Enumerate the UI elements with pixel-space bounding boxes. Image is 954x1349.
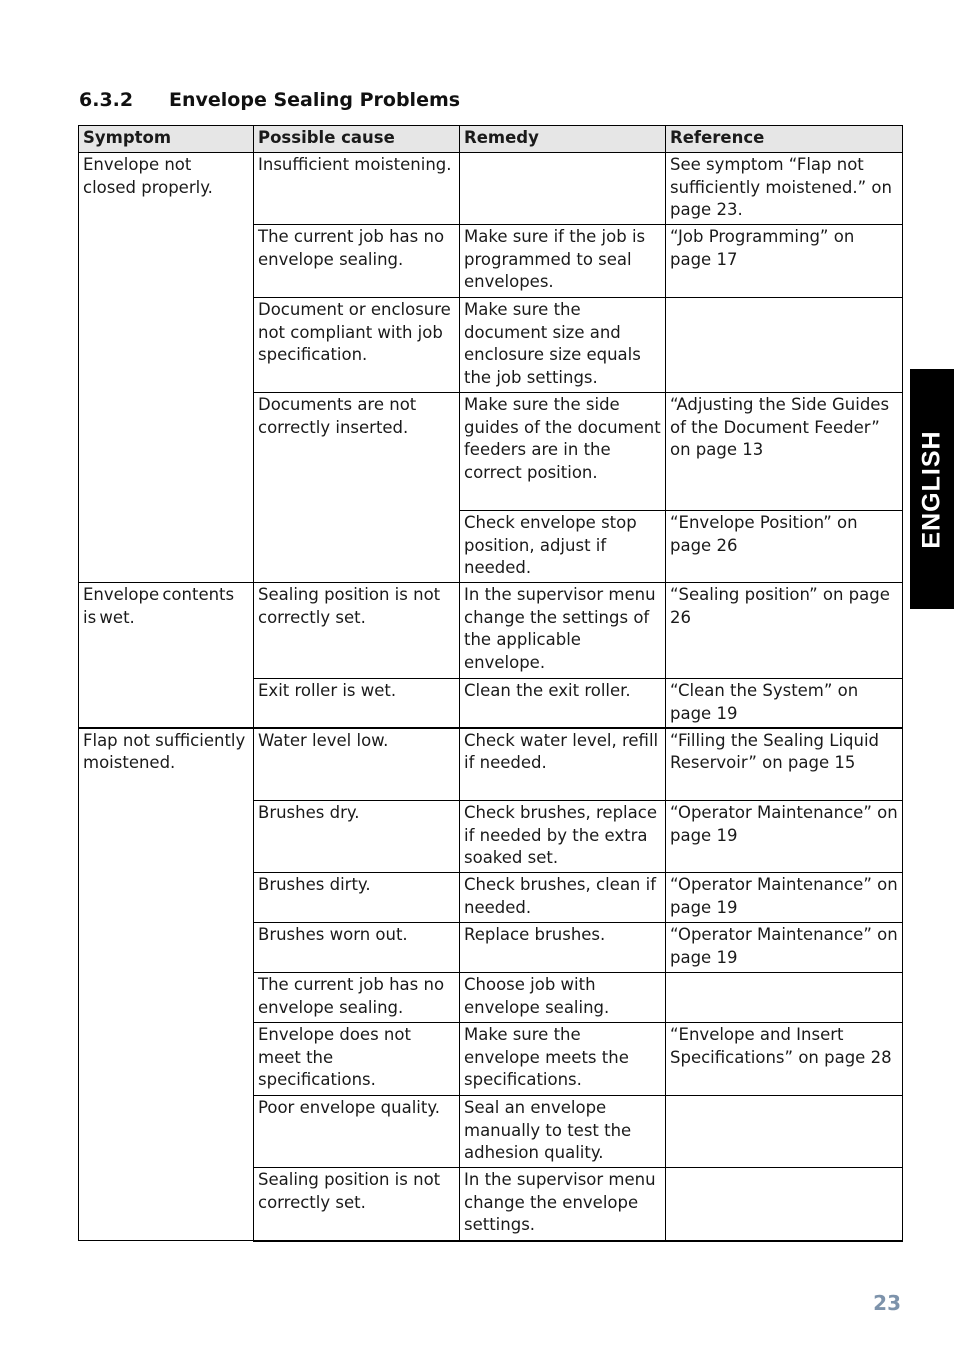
- reference-cell: “Envelope and Insert Specifications” on page 28: [666, 1023, 903, 1096]
- section-number: 6.3.2: [79, 89, 134, 111]
- cause-cell: Sealing position is not correctly set.: [254, 583, 460, 679]
- table-row: [79, 153, 903, 225]
- reference-cell: [666, 1096, 903, 1168]
- cause-cell: Envelope does not meet the specifications.: [254, 1023, 460, 1096]
- cause-cell: Brushes worn out.: [254, 923, 460, 973]
- troubleshooting-table: [78, 125, 903, 1242]
- reference-cell: “Operator Maintenance” on page 19: [666, 923, 903, 973]
- cause-cell: Sealing position is not correctly set.: [254, 1168, 460, 1241]
- reference-cell: “Sealing position” on page 26: [666, 583, 903, 679]
- remedy-cell: Check envelope stop position, adjust if needed.: [460, 511, 666, 583]
- cause-cell: Brushes dirty.: [254, 873, 460, 923]
- remedy-cell: [460, 153, 666, 225]
- header-reference: Reference: [666, 126, 903, 153]
- reference-cell: “Clean the System” on page 19: [666, 679, 903, 728]
- table-row: [79, 728, 903, 801]
- remedy-cell: Check brushes, replace if needed by the extra soaked set.: [460, 801, 666, 873]
- reference-cell: “Job Programming” on page 17: [666, 225, 903, 298]
- reference-cell: “Filling the Sealing Liquid Reservoir” on page 15: [666, 728, 903, 801]
- remedy-cell: Clean the exit roller.: [460, 679, 666, 728]
- reference-cell: [666, 298, 903, 393]
- header-remedy: Remedy: [460, 126, 666, 153]
- cause-cell: Documents are not correctly inserted.: [254, 393, 460, 583]
- cause-cell: Poor envelope quality.: [254, 1096, 460, 1168]
- reference-cell: [666, 1168, 903, 1241]
- remedy-cell: Seal an envelope manually to test the adhesion quality.: [460, 1096, 666, 1168]
- table-row: [79, 583, 903, 679]
- remedy-cell: Replace brushes.: [460, 923, 666, 973]
- remedy-cell: Make sure the document size and enclosure size equals the job settings.: [460, 298, 666, 393]
- remedy-cell: In the supervisor menu change the settings of the applicable envelope.: [460, 583, 666, 679]
- language-tab-label: ENGLISH: [917, 429, 946, 549]
- cause-cell: The current job has no envelope sealing.: [254, 973, 460, 1023]
- table-header-row: [79, 126, 903, 153]
- symptom-cell: Envelope not closed properly.: [79, 153, 254, 583]
- page-number: 23: [873, 1291, 901, 1315]
- cause-cell: Document or enclosure not compliant with job specification.: [254, 298, 460, 393]
- remedy-cell: Check water level, refill if needed.: [460, 728, 666, 801]
- symptom-cell: Envelope contents is wet.: [79, 583, 254, 728]
- cause-cell: Water level low.: [254, 728, 460, 801]
- cause-cell: Brushes dry.: [254, 801, 460, 873]
- remedy-cell: Make sure if the job is programmed to seal envelopes.: [460, 225, 666, 298]
- remedy-cell: Make sure the side guides of the document feeders are in the correct position.: [460, 393, 666, 511]
- reference-cell: “Envelope Position” on page 26: [666, 511, 903, 583]
- header-symptom: Symptom: [79, 126, 254, 153]
- cause-cell: Exit roller is wet.: [254, 679, 460, 728]
- symptom-cell: Flap not sufficiently moistened.: [79, 728, 254, 1241]
- section-heading: [79, 89, 460, 111]
- reference-cell: See symptom “Flap not sufficiently moistened.” on page 23.: [666, 153, 903, 225]
- remedy-cell: Make sure the envelope meets the specifications.: [460, 1023, 666, 1096]
- remedy-cell: Choose job with envelope sealing.: [460, 973, 666, 1023]
- remedy-cell: Check brushes, clean if needed.: [460, 873, 666, 923]
- section-title: Envelope Sealing Problems: [169, 89, 461, 111]
- language-tab: [910, 369, 954, 609]
- header-possible-cause: Possible cause: [254, 126, 460, 153]
- cause-cell: Insufficient moistening.: [254, 153, 460, 225]
- remedy-cell: In the supervisor menu change the envelope settings.: [460, 1168, 666, 1241]
- cause-cell: The current job has no envelope sealing.: [254, 225, 460, 298]
- reference-cell: “Operator Maintenance” on page 19: [666, 801, 903, 873]
- reference-cell: “Operator Maintenance” on page 19: [666, 873, 903, 923]
- reference-cell: [666, 973, 903, 1023]
- reference-cell: “Adjusting the Side Guides of the Document Feeder” on page 13: [666, 393, 903, 511]
